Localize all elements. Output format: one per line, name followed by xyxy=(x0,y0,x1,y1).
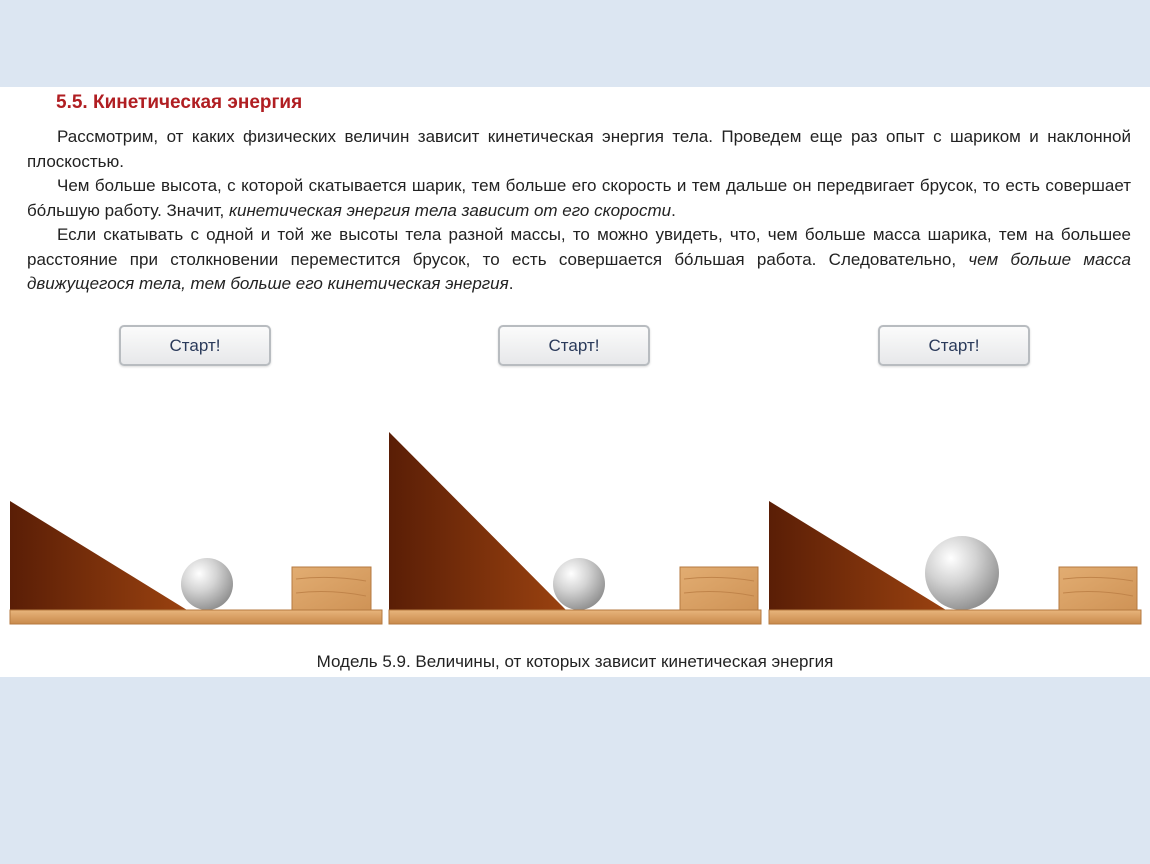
ball-icon xyxy=(181,558,233,610)
paragraph-2-tail: . xyxy=(671,200,676,220)
start-button-3[interactable]: Старт! xyxy=(878,325,1030,366)
paragraph-3-text: Если скатывать с одной и той же высоты тела разной массы, то можно увидеть, что, чем больше масса шарика, тем на большее расстояние при столкновении переместится брусок, то есть совершается бóльшая работа. Следовательно, xyxy=(27,225,1131,269)
ramp-icon xyxy=(769,501,946,610)
scene-2 xyxy=(389,432,761,624)
paragraph-1-text: Рассмотрим, от каких физических величин зависит кинетическая энергия тела. Проведем еще раз опыт с шариком и наклонной плоскостью. xyxy=(27,127,1131,171)
slide xyxy=(0,87,1150,677)
wooden-block-icon xyxy=(1059,567,1137,610)
scene-1 xyxy=(10,501,382,624)
start-button-2[interactable]: Старт! xyxy=(498,325,650,366)
wooden-block-icon xyxy=(292,567,371,610)
paragraph-2-text: Чем больше высота, с которой скатывается шарик, тем больше его скорость и тем дальше он передвигает брусок, то есть совершает бóльшую работу. Значит, xyxy=(27,176,1131,220)
wooden-block-icon xyxy=(680,567,758,610)
ramp-icon xyxy=(10,501,187,610)
paragraph-3-italic: чем больше масса движущегося тела, тем больше его кинетическая энергия xyxy=(27,249,1131,293)
figure-caption: Модель 5.9. Величины, от которых зависит кинетическая энергия xyxy=(316,652,834,671)
start-button-1[interactable]: Старт! xyxy=(119,325,271,366)
paragraph-2-italic: кинетическая энергия тела зависит от его скорости xyxy=(228,200,672,220)
scene-3 xyxy=(769,501,1141,624)
page-title: 5.5. Кинетическая энергия xyxy=(56,92,303,113)
ramp-icon xyxy=(389,432,566,610)
ball-icon xyxy=(925,536,999,610)
experiment-scenes xyxy=(0,87,1150,677)
paragraph-3-tail: . xyxy=(508,274,514,293)
wooden-plank-icon xyxy=(769,610,1141,624)
wooden-plank-icon xyxy=(389,610,761,624)
ball-icon xyxy=(553,558,605,610)
wooden-plank-icon xyxy=(10,610,382,624)
